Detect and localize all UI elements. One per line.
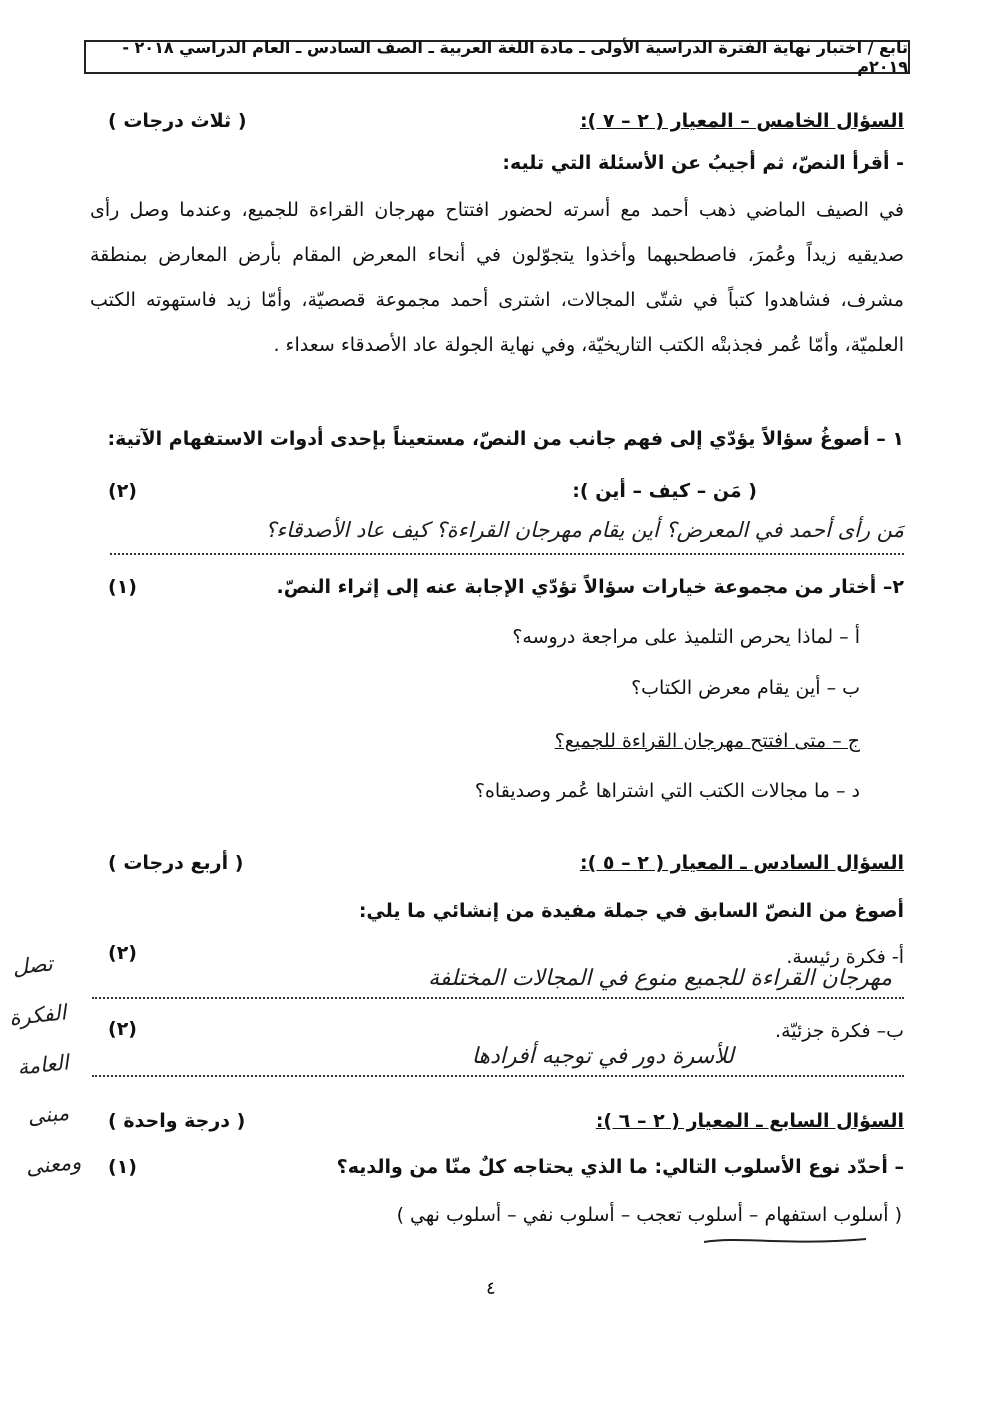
q6-title: السؤال السادس ـ المعيار ( ٢ – ٥ ): — [579, 852, 904, 874]
q6-item-b-mark: (٢) — [108, 1018, 137, 1040]
answer-line — [92, 997, 904, 999]
q5-item2-text: ٢– أختار من مجموعة خيارات سؤالاً تؤدّي الإجابة عنه إلى إثراء النصّ. — [276, 576, 904, 598]
q6-instruction: أصوغ من النصّ السابق في جملة مفيدة من إنشائي ما يلي: — [358, 900, 904, 922]
q5-passage: في الصيف الماضي ذهب أحمد مع أسرته لحضور افتتاح مهرجان القراءة للجميع، وعندما وصل رأى صديقيه زيداً وعُمرَ، فاصطحبهما وأخذوا يتجوّلون في أنحاء المعرض المقام بأرض المعارض بمنطقة مشرف، فشاهدوا كتباً في شتّى المجالات، اشترى أحمد مجموعة قصصيّة، وأمّا زيد فاستهوته الكتب العلميّة، وأمّا عُمر فجذبتْه الكتب التاريخيّة، وفي نهاية الجولة عاد الأصدقاء سعداء . — [90, 199, 904, 356]
answer-line — [92, 1075, 904, 1077]
q5-grade: ( ثلاث درجات ) — [108, 110, 247, 132]
q5-item1-mark: (٢) — [108, 480, 137, 502]
q5-instruction: - أقرأ النصّ، ثم أجيبُ عن الأسئلة التي تليه: — [502, 152, 904, 174]
header-title: تابع / اختبار نهاية الفترة الدراسية الأولى ـ مادة اللغة العربية ـ الصف السادس ـ العام الدراسي ٢٠١٨ - ٢٠١٩م — [122, 38, 908, 76]
q5-item2-mark: (١) — [108, 576, 137, 598]
q6-item-b-label: ب– فكرة جزئيّة. — [775, 1020, 904, 1042]
q5-option-c: ج – متى افتتح مهرجان القراءة للجميع؟ — [554, 730, 860, 752]
q5-item1-handwritten-answer: مَن رأى أحمد في المعرض؟ أين يقام مهرجان القراءة؟ كيف عاد الأصدقاء؟ — [265, 518, 904, 542]
q7-mark: (١) — [108, 1156, 137, 1178]
q5-option-d: د – ما مجالات الكتب التي اشتراها عُمر وصديقاه؟ — [474, 780, 860, 802]
q7-choices: ( أسلوب استفهام – أسلوب تعجب – أسلوب نفي – أسلوب نهي ) — [396, 1204, 902, 1226]
q6-item-b-handwritten-answer: للأسرة دور في توجيه أفرادها — [471, 1044, 734, 1069]
q6-item-a-label: أ- فكرة رئيسة. — [786, 946, 904, 968]
q5-title: السؤال الخامس – المعيار ( ٢ – ٧ ): — [579, 110, 904, 132]
q7-question: – أحدّد نوع الأسلوب التالي: ما الذي يحتاجه كلٌ منّا من والديه؟ — [336, 1156, 904, 1178]
q5-item1-tools: ( مَن – كيف – أين ): — [572, 480, 757, 502]
answer-line — [110, 553, 904, 555]
q6-grade: ( أربع درجات ) — [108, 852, 244, 874]
q6-item-a-mark: (٢) — [108, 942, 137, 964]
q7-grade: ( درجة واحدة ) — [108, 1110, 246, 1132]
q6-item-a-handwritten-answer: مهرجان القراءة للجميع منوع في المجالات المختلفة — [428, 966, 892, 991]
q5-item1-text: ١ – أصوغُ سؤالاً يؤدّي إلى فهم جانب من النصّ، مستعيناً بإحدى أدوات الاستفهام الآتية: — [107, 428, 904, 450]
pen-underline-mark — [700, 1232, 870, 1248]
q5-option-a: أ – لماذا يحرص التلميذ على مراجعة دروسه؟ — [512, 626, 860, 648]
page-number: ٤ — [486, 1278, 496, 1299]
exam-header — [84, 40, 910, 74]
q7-title: السؤال السابع ـ المعيار ( ٢ – ٦ ): — [595, 1110, 904, 1132]
margin-note: تصل الفكرة العامة مبنى ومعنى — [8, 951, 83, 1180]
q5-option-b: ب – أين يقام معرض الكتاب؟ — [631, 677, 860, 699]
